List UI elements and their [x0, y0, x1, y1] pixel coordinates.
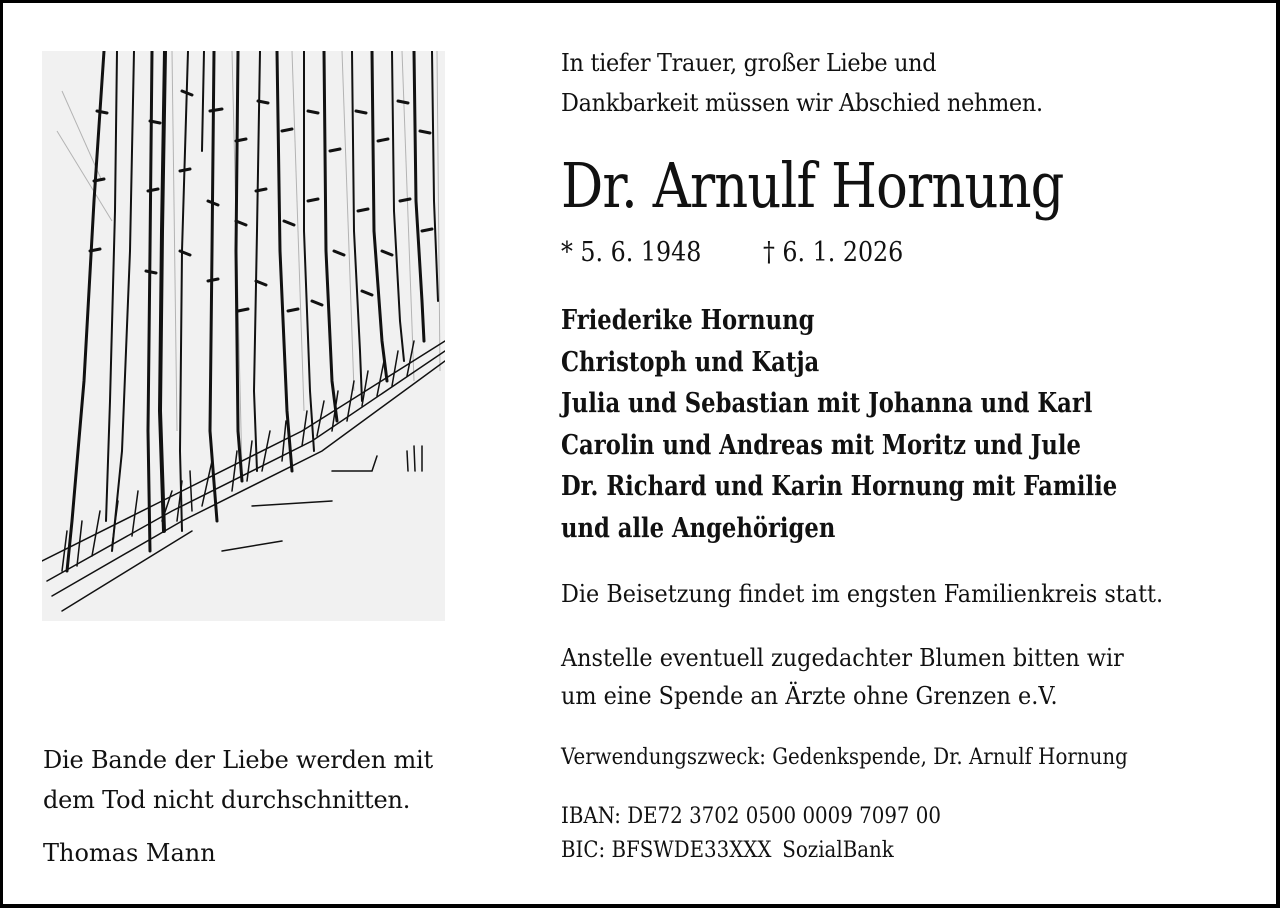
mourner-entry: und alle Angehörigen — [561, 512, 836, 544]
quote-author: Thomas Mann — [43, 839, 216, 867]
mourner-entry: Julia und Sebastian mit Johanna und Karl — [561, 388, 1093, 420]
intro-line: In tiefer Trauer, großer Liebe und — [561, 49, 937, 77]
birth-date: * 5. 6. 1948 — [561, 237, 702, 268]
iban: IBAN: DE72 3702 0500 0009 7097 00 — [561, 804, 942, 829]
life-dates — [561, 231, 903, 275]
memorial-quote — [43, 740, 483, 820]
donation-purpose: Verwendungszweck: Gedenkspende, Dr. Arnulf Hornung — [561, 745, 1128, 770]
mourner-entry: Dr. Richard und Karin Hornung mit Familie — [561, 471, 1118, 503]
burial-note: Die Beisetzung findet im engsten Familienkreis statt. — [561, 580, 1164, 608]
birch-forest-illustration — [42, 51, 445, 621]
deceased-name: Dr. Arnulf Hornung — [561, 149, 1064, 222]
bic-line — [561, 834, 941, 868]
donation-line: Anstelle eventuell zugedachter Blumen bitten wir — [561, 644, 1124, 672]
mourner-entry: Christoph und Katja — [561, 346, 820, 378]
mourner-entry: Carolin und Andreas mit Moritz und Jule — [561, 429, 1081, 461]
donation-line: um eine Spende an Ärzte ohne Grenzen e.V. — [561, 682, 1058, 710]
quote-line: dem Tod nicht durchschnitten. — [43, 786, 411, 814]
bank-details — [561, 800, 941, 868]
intro-text — [561, 43, 1043, 123]
quote-line: Die Bande der Liebe werden mit — [43, 746, 433, 774]
donation-request — [561, 639, 1124, 715]
bic: BIC: BFSWDE33XXX — [561, 838, 772, 863]
intro-line: Dankbarkeit müssen wir Abschied nehmen. — [561, 89, 1043, 117]
mourner-entry: Friederike Hornung — [561, 305, 815, 336]
birch-trees-drawing — [42, 51, 445, 621]
mourners-list — [561, 300, 1117, 550]
bank-name: SozialBank — [782, 838, 894, 863]
death-date: † 6. 1. 2026 — [762, 237, 904, 268]
